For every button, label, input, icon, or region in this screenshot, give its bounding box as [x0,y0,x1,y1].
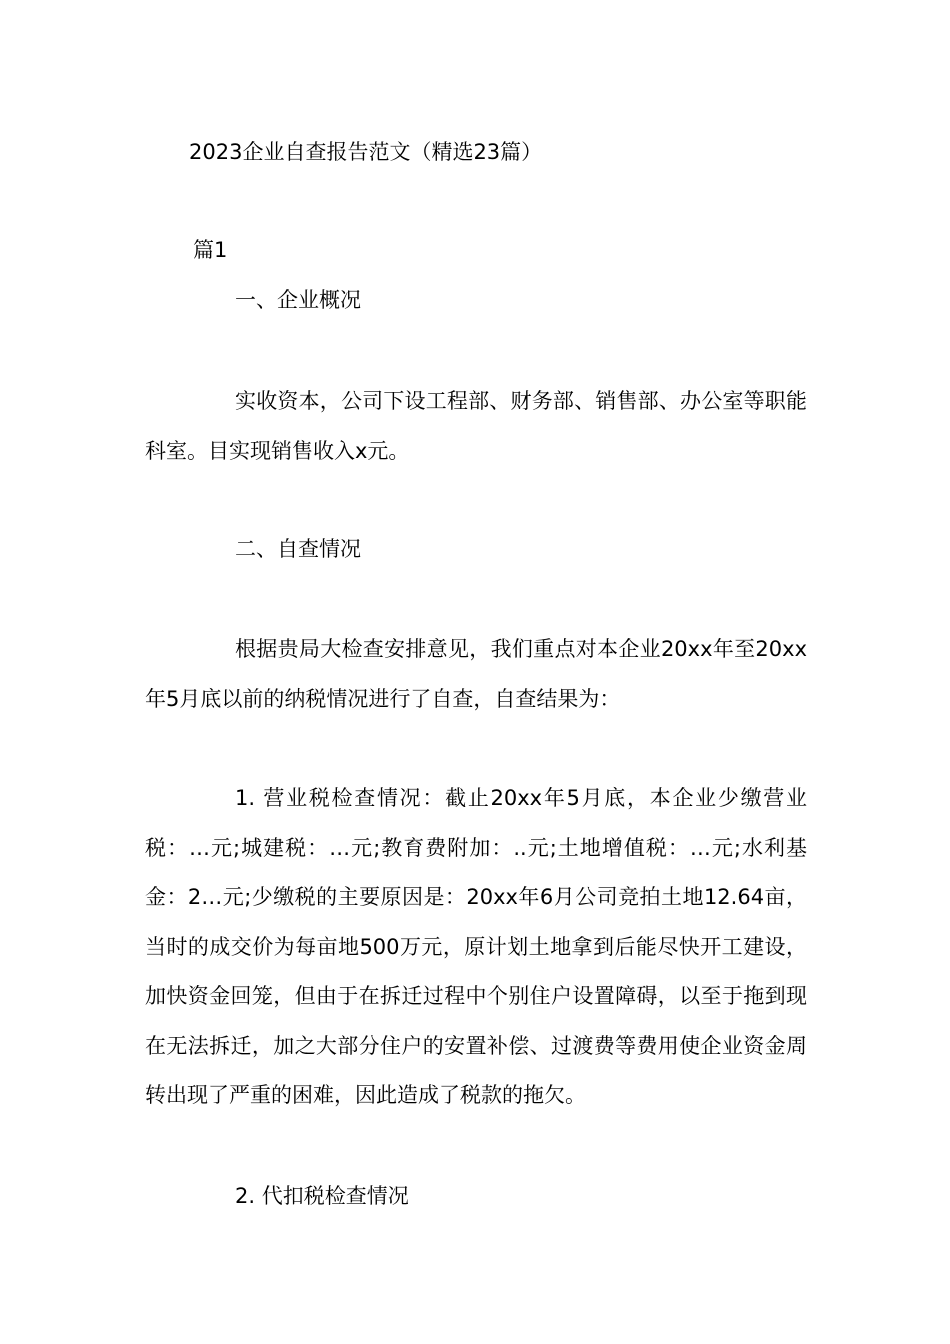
paragraph-overview: 实收资本，公司下设工程部、财务部、销售部、办公室等职能科室。目实现销售收入x元。 [145,389,807,463]
paragraph-self-inspection: 根据贵局大检查安排意见，我们重点对本企业20xx年至20xx年5月底以前的纳税情况进行了自查，自查结果为： [145,637,807,711]
chapter-label: 篇1 [193,238,228,262]
section-heading-overview: 一、企业概况 [235,288,361,312]
section-heading-self-inspection: 二、自查情况 [235,537,361,561]
paragraph-business-tax: 1. 营业税检查情况：截止20xx年5月底，本企业少缴营业税：…元;城建税：…元;教育费附加：..元;土地增值税：…元;水利基金：2…元;少缴税的主要原因是：20xx年6月公司竞拍土地12.64亩，当时的成交价为每亩地500万元，原计划土地拿到后能尽快开工建设，加快资金回笼，但由于在拆迁过程中个别住户设置障碍，以至于拖到现在无法拆迁，加之大部分住户的安置补偿、过渡费等费用使企业资金周转出现了严重的困难，因此造成了税款的拖欠。 [145,786,807,1107]
subheading-withholding-tax: 2. 代扣税检查情况 [235,1184,409,1208]
document-title: 2023企业自查报告范文（精选23篇） [189,140,543,164]
